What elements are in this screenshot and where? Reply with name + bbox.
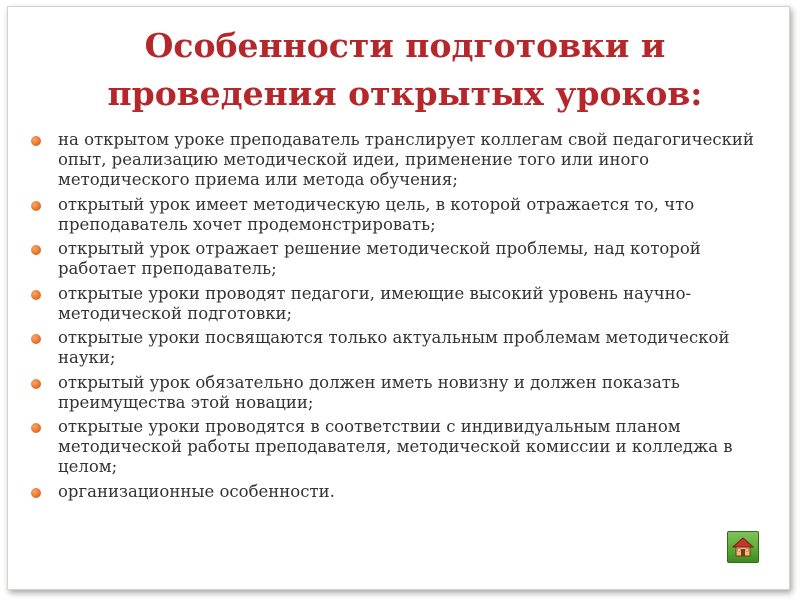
bullet-text: открытый урок отражает решение методической проблемы, над которой работает преподаватель; (58, 239, 701, 278)
list-item (30, 373, 760, 413)
home-button[interactable] (727, 531, 759, 563)
bullet-text: организационные особенности. (58, 481, 335, 501)
orange-dot-icon (31, 136, 41, 146)
bullet-text: открытые уроки проводятся в соответствии с индивидуальным планом методической работы преподавателя, методической комиссии и колледжа в целом; (58, 417, 733, 476)
bullet-list (30, 130, 760, 506)
orange-dot-icon (31, 334, 41, 344)
list-item (30, 130, 760, 190)
orange-dot-icon (31, 201, 41, 211)
bullet-text: открытые уроки проводят педагоги, имеющие высокий уровень научно-методической подготовки; (58, 283, 692, 323)
list-item (30, 195, 760, 235)
orange-dot-icon (31, 379, 41, 389)
bullet-text: открытый урок обязательно должен иметь новизну и должен показать преимущества этой новации; (58, 372, 680, 412)
list-item (30, 239, 760, 279)
orange-dot-icon (31, 488, 41, 498)
list-item (30, 482, 760, 502)
bullet-text: открытый урок имеет методическую цель, в которой отражается то, что преподаватель хочет продемонстрировать; (58, 194, 695, 234)
orange-dot-icon (31, 423, 41, 433)
bullet-text: на открытом уроке преподаватель транслирует коллегам свой педагогический опыт, реализацию методической идеи, применение того или иного методического приема или метода обучения; (58, 130, 754, 189)
list-item (30, 284, 760, 324)
home-icon (732, 536, 754, 558)
orange-dot-icon (31, 245, 41, 255)
orange-dot-icon (31, 290, 41, 300)
bullet-text: открытые уроки посвящаются только актуальным проблемам методической науки; (58, 328, 730, 367)
list-item (30, 328, 760, 368)
list-item (30, 417, 760, 477)
slide-title: Особенности подготовки и проведения открытых уроков: (107, 26, 703, 113)
